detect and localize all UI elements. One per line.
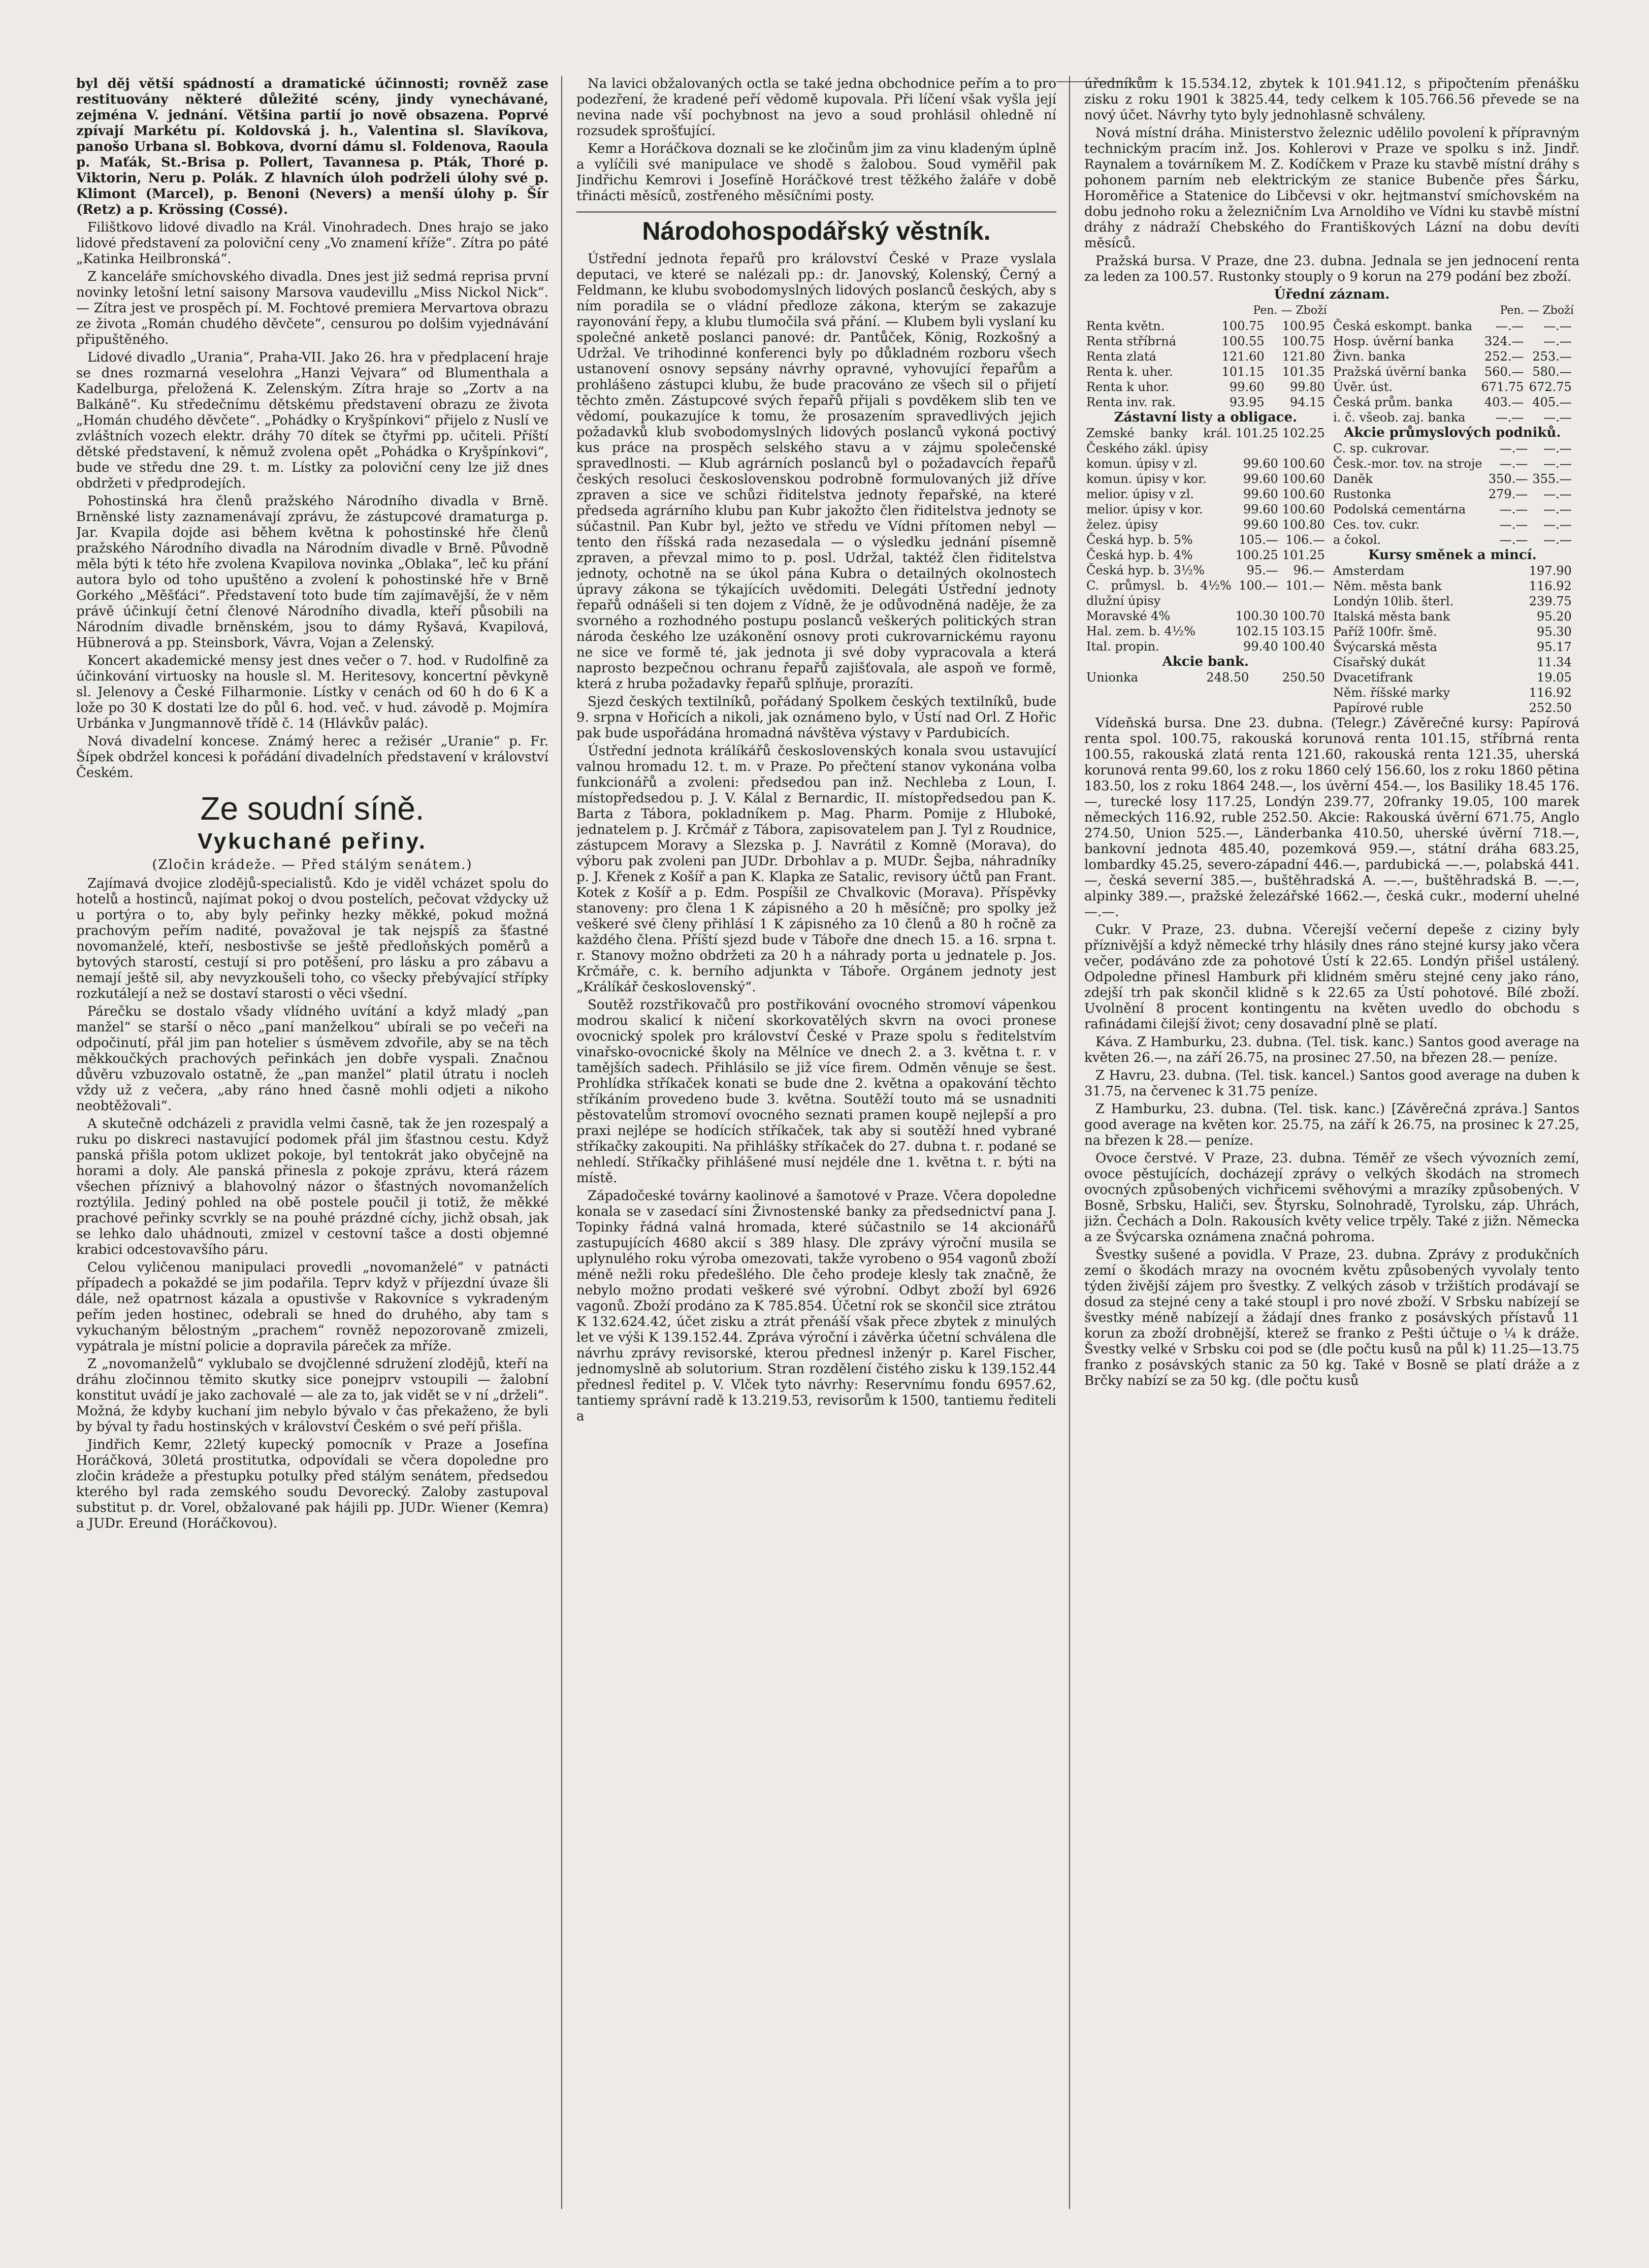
cell-value: 350.—: [1488, 472, 1528, 486]
column-middle: [576, 76, 1056, 2209]
cell-value: 100.60: [1282, 457, 1325, 471]
cell-value: 100.60: [1282, 502, 1325, 516]
table-row: [1331, 456, 1574, 471]
cell-label: Pražská úvěrní banka: [1333, 365, 1467, 379]
newspaper-page: [76, 76, 1579, 2209]
cell-value: 580.—: [1532, 365, 1572, 379]
concession-notice: Nová divadelní koncese. Známý herec a režisér „Uranie“ p. Fr. Šípek obdržel koncesi k pořádání divadelních představení v království Českém.: [76, 734, 548, 781]
cell-value: 103.15: [1282, 624, 1325, 638]
cell-label: Daněk: [1333, 472, 1373, 486]
cell-value: 11.34: [1537, 655, 1572, 669]
economy-item-strikacky: Soutěž rozstřikovačů pro postřikování ovocného stromoví vápenkou modrou skalicí k ničení skorkovatělých skvrn na ovoci pronese ovocnický spolek pro království České v Praze spolu s ředitelstvím vinařsko-ovocnické školy na Mělníce ve dnech 2. a 3. května t. r. v tamějších sadech. Přihlásilo se již více firem. Odměn věnuje se šest. Prohlídka stříkaček konati se bude dne 2. května a opakování těchto stříkáním provedeno bude 3. května. Soutěží touto má se usnadniti pěstovatelům stromoví ovocného seznati pramen koupě nejlepší a pro praxi nejlépe se hodících stříkaček, tak aby si soutěží hned vybrané stříkačky zakoupiti. Na přihlášky stříkaček do 27. dubna t. r. podané se nehledí. Stříkačky přihlášené musí nejdéle dne 1. května t. r. býti na místě.: [576, 997, 1056, 1186]
cell-value: 96.—: [1293, 563, 1325, 577]
cell-value: —.—: [1495, 319, 1524, 333]
cell-value: 99.60: [1243, 502, 1278, 516]
cell-value: 100.60: [1282, 472, 1325, 486]
cell-value: 100.25: [1235, 548, 1278, 562]
cell-value: —.—: [1543, 487, 1572, 501]
cell-value: 101.15: [1221, 365, 1265, 379]
cell-label: Podolská cementárna: [1333, 502, 1466, 516]
cell-value: —.—: [1543, 410, 1572, 425]
cell-value: —.—: [1543, 457, 1572, 471]
article-title: Vykuchané peřiny.: [198, 829, 427, 854]
table-row: [1084, 563, 1327, 578]
cell-value: 100.95: [1282, 319, 1325, 333]
economy-item-textil: Sjezd českých textilníků, pořádaný Spolkem českých textilníků, bude 9. srpna v Hořicích a nikoli, jak oznámeno bylo, v Ústí nad Orl. Z Hořic pak bude uspořádána hromadná návštěva výstavy v Pardubicích.: [576, 694, 1056, 741]
cell-value: 100.30: [1235, 609, 1278, 623]
cell-value: 250.50: [1282, 670, 1325, 685]
table-row: [1084, 624, 1327, 639]
cell-value: —.—: [1543, 319, 1572, 333]
cell-value: 106.—: [1285, 533, 1325, 547]
economy-item-repari: Ústřední jednota řepařů pro království České v Praze vyslala deputaci, ve které se nalézali pp.: dr. Janovský, Kolenský, Černý a Feldmann, ke klubu svobodomyslných lidových poslanců českých, aby s ním poradila se o vládní předloze zákona, kterým se zakazuje rayonování řepy, a klubu tlumočila svá přání. — Klubem byli vyslaní ku společné anketě poslanci panové: dr. Pantůček, König, Rozkošný a Udržal. Ve trihodinné konferenci byly po důkladném rozboru všech ustanovení osnovy sepsány návrhy opravné, vyhovující řepařům a prohlášeno zástupci klubu, že bude pracováno ze všech sil o přijetí těchto změn. Zástupcové svých řepařů přijali s povděkem slib ten ve vědomí, poukazujíce k tomu, že prosazením spravedlivých jejich požadavků klub svobodomyslných lidových poslanců vykoná poctivý kus práce na prospěch selského stavu a v zájmu společenské spravedlnosti. — Klub agrárních poslanců byl o požadavcích řepařů českých resoluci československou podrobně formulovaných již dříve zpraven a sice ve schůzi řiditelstva jednoty řepařské, na které předseda agrárního klubu pan Kubr jakožto člen řiditelstva jednoty se súčastnil. Pan Kubr byl, ježto ve středu ve Vídni přítomen nebyl — tento den říšská rada nezasedala — o výsledku jednání písemně zpraven, a převzal mimo to p. posl. Udržal, taktéž člen řiditelstva jednoty, ochotně na se úkol pána Kubra o detailných okolnostech úpravy zákona se týkajících uvědomiti. Delegáti Ústřední jednoty řepařů odnášeli si ten dojem z Vídně, že je odůvodněná naděje, že za svorného a rozhodného postupu poslanců veškerých politických stran národa českého lze uzákonění osnovy proti cukrovarnickému rayonu ne sice ve formě té, jak jednota ji své doby vypracovala a která naprosto bezpečnou ochranu řepařů zajišťovala, ale aspoň ve formě, která z hruba požadavky řepařů splňuje, prorazíti.: [576, 251, 1056, 692]
cell-value: 99.60: [1243, 457, 1278, 471]
table-header: Pen. — Zboží: [1253, 304, 1327, 317]
cell-value: 239.75: [1529, 594, 1572, 608]
table-title: Zástavní listy a obligace.: [1114, 410, 1298, 425]
table-row: [1331, 410, 1574, 425]
table-row: [1331, 349, 1574, 364]
cell-label: Rustonka: [1333, 487, 1392, 501]
table-row: [1331, 670, 1574, 685]
table-row: [1331, 334, 1574, 349]
cell-value: —.—: [1543, 517, 1572, 532]
table-row: [1331, 318, 1574, 334]
table-row: [1084, 471, 1327, 487]
cell-value: —.—: [1499, 502, 1528, 516]
cell-label: Něm. města bank: [1333, 579, 1442, 593]
cell-label: i. č. všeob. zaj. banka: [1333, 410, 1466, 425]
cell-value: 100.80: [1282, 517, 1325, 532]
cell-label: Švýcarská města: [1333, 640, 1437, 654]
economy-item-kralikari: Ústřední jednota králíkářů československých konala svou ustavující valnou hromadu 12. t. m. v Praze. Po přečtení stanov vykonána volba funkcionářů a zvoleni: předsedou pan inž. Nechleba z Loun, I. místopředsedou p. J. V. Kálal z Bernardic, II. místopředsedou pan K. Barta z Tábora, pokladníkem p. Mag. Pharm. Pomije z Hluboké, jednatelem p. J. Krčmář z Tábora, zapisovatelem pan J. Tyl z Roudnice, zástupcem Moravy a Slezska p. J. Navrátil z Komně (Morava), do výboru pak zvoleni pan JUDr. Drbohlav a p. MUDr. Šejba, náhradníky p. J. Křenek z Košíř a pan K. Klapka ze Satalic, revisory účtů pan Frant. Kotek z Košíř a p. Edm. Pospíšil ze Chvalkovic (Morava). Příspěvky stanoveny: pro člena 1 K zápisného a 20 h měsíčně; pro spolky jež veškeré své členy přihlásí 1 K zápisného za 10 členů a 80 h ročně za každého člena. Příští sjezd bude v Táboře dne dnech 15. a 16. srpna t. r. Stanovy možno obdržeti za 20 h a náhrady porta u jednatele p. Jos. Krčmáře, c. k. berního adjunkta v Táboře. Orgánem jednoty jest „Králíkář československý“.: [576, 743, 1056, 995]
cell-label: Česká eskompt. banka: [1333, 319, 1472, 333]
column-rule: [561, 76, 562, 2209]
cell-value: 252.50: [1529, 701, 1572, 715]
article-paragraph: Z „novomanželů“ vyklubalo se dvojčlenné sdružení zlodějů, kteří na dráhu zločinnou těmito skutky sice ponejprv vstoupili — žalobní konstitut uvádí je jako zachovalé — ale za to, jak vidět se v ní „drželi“. Možná, že kdyby kuchaní jim nebylo bývalo v čas překaženo, že byli by býval ty řadu hostinských v království Českém o své peří přišla.: [76, 1356, 548, 1435]
table-row: [1084, 670, 1327, 685]
cell-value: —.—: [1499, 517, 1528, 532]
table-row: [1084, 395, 1327, 410]
cell-value: —.—: [1495, 410, 1524, 425]
table-row: [1331, 639, 1574, 655]
table-header: Pen. — Zboží: [1500, 304, 1574, 317]
cell-value: 94.15: [1290, 395, 1325, 409]
cell-label: Ces. tov. cukr.: [1333, 517, 1420, 532]
market-coffee-havre: Z Havru, 23. dubna. (Tel. tisk. kancel.) Santos good average na duben k 31.75, na červenec k 31.75 peníze.: [1084, 1068, 1579, 1099]
table-row: [1331, 517, 1574, 532]
table-row: [1331, 578, 1574, 594]
table-row: [1084, 364, 1327, 379]
cell-value: 560.—: [1484, 365, 1524, 379]
cell-value: 93.95: [1229, 395, 1265, 409]
table-row: [1331, 700, 1574, 716]
table-row: [1084, 502, 1327, 517]
cell-label: Česká prům. banka: [1333, 395, 1453, 409]
cell-label: Česk.-mor. tov. na stroje: [1333, 457, 1482, 471]
market-fruit: Ovoce čerstvé. V Praze, 23. dubna. Téměř ze všech vývozních zemí, ovoce pěstujících, docházejí zprávy o velkých škodách na stromech ovocných způsobených vichřicemi svěhovými a mrazíky způsobených. V Bosně, Srbsku, Haliči, sev. Štyrsku, Solnohradě, Tyrolsku, záp. Uhrách, jižn. Čechách a Doln. Rakousích květy velice trpěly. Také z jižn. Německa a ze Švýcarska oznámena značná pohroma.: [1084, 1151, 1579, 1245]
table-row: [1331, 487, 1574, 502]
table-row: [1084, 379, 1327, 395]
cell-label: Dvacetifrank: [1333, 670, 1413, 685]
cell-label: Renta k uhor.: [1086, 380, 1170, 394]
table-title: Úřední záznam.: [1274, 287, 1390, 302]
section-title-economy: Národohospodářský věstník.: [576, 211, 1056, 246]
cell-value: 99.60: [1243, 472, 1278, 486]
article-paragraph: Na lavici obžalovaných octla se také jedna obchodnice peřím a to pro podezření, že kradené peří vědomě kupovala. Při líčení však vyšla její nevina nade vší pochybnost na jevo a soud prohlásil ohledně ní rozsudek sprošťující.: [576, 76, 1056, 139]
economy-item-kaolin: Západočeské továrny kaolinové a šamotové v Praze. Včera dopoledne konala se v zasedací síni Živnostenské banky za předsednictví pana J. Topinky řádná valná hromada, které súčastnilo se 14 akcionářů zastupujících 4680 akcií s 389 hlasy. Dle zprávy výroční musila se uplynulého roku výroba omezovati, takže vyrobeno o 954 vagonů zboží méně nežli roku předešlého. Dle čeho prodeje klesly tak značně, že nebylo možno prodati veškeré své výrobní. Odbyt zboží byl 6926 vagonů. Zboží prodáno za K 785.854. Účetní rok se skončil sice ztrátou K 132.624.42, účet zisku a ztrát přenáší však přece zbytek z minulých let ve výši K 139.152.44. Zpráva výroční i závěrka účetní schválena dle návrhu zprávy revisorské, kterou přednesl inženýr p. Karel Fischer, jednomyslně ab solutorium. Stran rozdělení čistého zisku k 139.152.44 přednesl ředitel p. V. Vlček tyto návrhy: Reservnímu fondu 6957.62, tantiemy správní radě k 13.219.53, revisorům k 1500, tantiemu řediteli a: [576, 1188, 1056, 1424]
cell-value: 95.—: [1246, 563, 1278, 577]
cell-value: —.—: [1499, 457, 1528, 471]
cell-label: Londýn 10lib. šterl.: [1333, 594, 1454, 608]
section-title-court: Ze soudní síně.: [200, 790, 425, 827]
cell-value: 100.75: [1221, 319, 1265, 333]
cell-value: 121.60: [1221, 349, 1265, 364]
table-row: [1331, 655, 1574, 670]
bourse-prague: Pražská bursa. V Praze, dne 23. dubna. Jednala se jen jednocení renta za leden za 100.57. Rustonky stouply o 9 korun na 279 podání bez zboží.: [1084, 253, 1579, 284]
table-row: [1331, 594, 1574, 609]
cell-value: 100.75: [1282, 334, 1325, 348]
quote-table-right: [1331, 303, 1574, 716]
cell-value: 101.—: [1285, 578, 1325, 593]
market-plums: Švestky sušené a povidla. V Praze, 23. dubna. Zprávy z produkčních zemí o škodách mrazy na ovocném květu způsobených vyvolaly tento týden živější zájem pro švestky. Z velkých zásob v tržištích prodávají se dosud za stejné ceny a také stoupl i pro nové zboží. V Srbsku nabízejí se švestky méně nabízejí a žádají dnes franko z posávských přístavů 11 korun za zboží drobnější, kterež se franko z Pešti účtuje o ¼ k dráže. Švestky velké v Srbsku coi pod se (dle počtu kusů na půl k) 11.25—13.75 franko z posávských stanic za 50 kg. Také v Bosně se platí dráže a z Brčky nabízí se za 50 kg. (dle počtu kusů: [1084, 1247, 1579, 1388]
cell-value: 105.—: [1239, 533, 1278, 547]
cell-value: 100.40: [1282, 639, 1325, 654]
cell-value: 252.—: [1484, 349, 1524, 364]
cell-value: 99.40: [1243, 639, 1278, 654]
cell-value: 197.90: [1529, 564, 1572, 578]
table-row: [1084, 639, 1327, 654]
table-row: [1331, 471, 1574, 487]
cell-label: Česká hyp. b. 5%: [1086, 533, 1193, 547]
cell-value: 100.60: [1282, 487, 1325, 501]
cell-label: Něm. říšské marky: [1333, 686, 1450, 700]
table-row: [1084, 487, 1327, 502]
cell-value: —.—: [1543, 502, 1572, 516]
cell-label: Renta květn.: [1086, 319, 1165, 333]
cell-value: 324.—: [1484, 334, 1524, 348]
bourse-vienna: Vídeňská bursa. Dne 23. dubna. (Telegr.) Závěrečné kursy: Papírová renta spol. 100.75, rakouská korunová renta 101.15, stříbrná renta 100.55, rakouská zlatá renta 121.60, rakouská renta 121.35, uherská korunová renta 99.60, los z roku 1860 celý 156.60, los z roku 1860 pětina 183.50, los z roku 1864 248.—, los úvěrní 454.—, los Basiliky 18.45 176.—, turecké losy 117.25, Londýn 239.77, 20franky 19.05, 100 marek německých 116.92, ruble 252.50. Akcie: Rakouská úvěrní 671.75, Anglo 274.50, Union 525.—, Länderbanka 410.50, uherské úvěrní 718.—, bankovní jednota 485.40, pozemková 959.—, státní dráha 683.25, lombardky 45.25, severo-západní 446.—, pardubická —.—, polabská 441.—, česká severní 385.—, buštěhradská A. —.—, buštěhradská B. —.—, alpinky 389.—, pražské železářské 1662.—, česká cukr., moderní uhelné —.—.: [1084, 716, 1579, 920]
cell-label: Paříž 100fr. šmě.: [1333, 625, 1437, 639]
cell-value: 99.60: [1243, 517, 1278, 532]
table-title: Akcie bank.: [1162, 654, 1249, 669]
bank-shares-table: [1084, 670, 1327, 685]
cell-value: 101.25: [1282, 548, 1325, 562]
cell-label: Hal. zem. b. 4½%: [1086, 624, 1195, 638]
cell-value: 405.—: [1532, 395, 1572, 409]
column-right: [1084, 76, 1579, 2209]
table-row: [1084, 578, 1327, 608]
table-row: [1331, 364, 1574, 379]
quote-table-left: [1084, 303, 1327, 685]
article-paragraph: Kemr a Horáčkova doznali se ke zločinům jim za vinu kladeným úplně a vylíčili své manipulace ve shodě s žalobou. Soud vyměřil pak Jindřichu Kemrovi i Josefíně Horáčkové trest těžkého žaláře v době třinácti měsíců, zostřeného měsíčními posty.: [576, 141, 1056, 204]
cell-label: Česká hyp. b. 4%: [1086, 548, 1193, 562]
article-paragraph: Párečku se dostalo všady vlídného uvítání a když mladý „pan manžel“ se starší o něco „paní manželkou“ ubírali se po večeři na odpočinutí, přál jim pan hotelier s úsměvem zdvořile, aby se na těch měkkoučkých prachových peřinkách jen dobře vyspali. Značnou důvěru vzbuzovalo ostatně, že „pan manžel“ platil útratu i nocleh vždy už z večera, „aby ráno hned časně mohli odjeti a nikoho neobtěžovali“.: [76, 1004, 548, 1114]
cell-label: melior. úpisy v kor.: [1086, 502, 1203, 516]
cell-label: Hosp. úvěrní banka: [1333, 334, 1454, 348]
column-rule: [1069, 76, 1070, 2209]
cell-value: 19.05: [1537, 670, 1572, 685]
table-title: Akcie průmyslových podniků.: [1344, 425, 1561, 440]
cell-label: Papírové ruble: [1333, 701, 1424, 715]
theatre-notice-vinohrady: Filištkovo lidové divadlo na Král. Vinohradech. Dnes hrajo se jako lidové představení za poloviční ceny „Vo znamení kříže“. Zítra po páté „Katinka Heilbronská“.: [76, 220, 548, 267]
table-title: Kursy směnek a mincí.: [1368, 547, 1537, 563]
exchange-rates-table: [1331, 563, 1574, 716]
rent-table: [1084, 318, 1327, 410]
table-row: [1084, 456, 1327, 471]
cell-value: —.—: [1543, 334, 1572, 348]
cell-value: 99.80: [1290, 380, 1325, 394]
cell-label: Italská města bank: [1333, 609, 1450, 624]
cell-label: Renta inv. rak.: [1086, 395, 1176, 409]
table-row: [1084, 349, 1327, 364]
cell-label: Ital. propin.: [1086, 639, 1159, 654]
economy-item-draha: Nová místní dráha. Ministerstvo železnic udělilo povolení k přípravným technickým pracím inž. Jos. Kohlerovi v Praze ve spolku s inž. Jindř. Raynalem a továrníkem M. Z. Kodíčkem v Praze ku stavbě místní dráhy s pohonem parním neb elektrickým ze stanice Bubenče přes Šárku, Horoměřice a Statenice do Libčevsi v okr. hejtmanství smíchovském na dobu jednoho roku a železničním Lva Arnoldiho ve Vídni ku stavbě místní dráhy z nádraží Chebského do Františkových Lázní na dobu devíti měsíců.: [1084, 125, 1579, 251]
table-row: [1084, 532, 1327, 547]
cell-value: —.—: [1499, 533, 1528, 547]
cell-value: —.—: [1543, 533, 1572, 547]
article-paragraph: úředníkům k 15.534.12, zbytek k 101.941.12, s připočtením přenášku zisku z roku 1901 k 3825.44, tedy celkem k 105.766.56 převede se na nový účet. Návrhy tyto byly jednohlasně schváleny.: [1084, 76, 1579, 123]
table-row: [1331, 502, 1574, 517]
cell-value: 95.20: [1537, 609, 1572, 624]
article-text: byl děj větší spádností a dramatické účinnosti; rovněž zase restituovány některé důležité scény, jindy vynechávané, zejména V. jednání. Většina partií jo nově obsazena. Poprvé zpívají Markétu pí. Koldovská j. h., Valentina sl. Slavíkova, panošo Urbana sl. Bobkova, dvorní dámu sl. Foldenova, Raoula p. Maťák, St.-Brisa p. Pollert, Tavannesa p. Pták, Thoré p. Viktorin, Neru p. Polák. Z hlavních úloh podrželi úlohy své p. Klimont (Marcel), p. Benoni (Nevers) a menší úlohy p. Šír (Retz) a p. Krössing (Cossé).: [76, 76, 548, 217]
cell-label: C. sp. cukrovar.: [1333, 441, 1430, 456]
theatre-notice-urania: Lidové divadlo „Urania“, Praha-VII. Jako 26. hra v předplacení hraje se dnes rozmarná veselohra „Hanzi Vejvara“ od Blumenthala a Kadelburga, přeložená K. Zelenským. Zítra hraje so „Zortv a na Balkáně“. Ku středečnímu dětskému představení obrazu ze života „Homán chudého děvčete“. „Pohádky o Kryšpínkovi“ přijelo z Nuslí ve zvláštních vozech elektr. dráhy 70 dítek se čtyřmi pp. učiteli. Příští dětské představení, k němuž zvolena opět „Pohádka o Kryšpínkovi“, bude ve středu dne 29. t. m. Lístky za poloviční ceny lze již dnes obdržeti v předprodejích.: [76, 350, 548, 491]
cell-value: 248.50: [1206, 670, 1249, 685]
article-paragraph: A skutečně odcházeli z pravidla velmi časně, tak že jen rozespalý a ruku po diskreci nastavující podomek přál jim šťastnou cestu. Když panská přišla potom uklizet pokoje, byl tentokrát jako obyčejně na horami a doly. Ale panská přinesla z pokoje zprávu, která rázem všechen příznivý a blahovolný názor o šťastných novomanželích roztýlila. Jediný pohled na obě postele poučil ji totiž, že měkké prachové peřinky scvrkly se na pouhé prázdné cíchy, jichž obsah, jak se lehko dalo uhádnouti, zmizel v cestovní tašce a dosti objemné krabici odcestovavšího páru.: [76, 1116, 548, 1257]
cell-value: 100.70: [1282, 609, 1325, 623]
table-row: [1331, 685, 1574, 700]
cell-label: komun. úpisy v kor.: [1086, 472, 1207, 486]
table-row: [1331, 532, 1574, 547]
cell-value: 102.15: [1235, 624, 1278, 638]
market-coffee: Káva. Z Hamburku, 23. dubna. (Tel. tisk. kanc.) Santos good average na květen 26.—, na září 26.75, na prosinec 27.50, na březen 28.— peníze.: [1084, 1034, 1579, 1065]
cell-value: 101.25: [1235, 426, 1278, 440]
cell-label: C. průmysl. b. 4½% dlužní úpisy: [1086, 578, 1232, 608]
column-left: [76, 76, 548, 2209]
cell-value: 99.60: [1243, 487, 1278, 501]
industry-shares-table: [1331, 441, 1574, 547]
cell-value: 253.—: [1532, 349, 1572, 364]
market-coffee-hamburg: Z Hamburku, 23. dubna. (Tel. tisk. kanc.) [Závěrečná zpráva.] Santos good average na květen kor. 25.75, na září k 26.75, na prosinec k 27.25, na březen k 28.— peníze.: [1084, 1101, 1579, 1148]
article-paragraph: Jindřich Kemr, 22letý kupecký pomocník v Praze a Josefína Horáčková, 30letá prostitutka, odpovídali se včera dopoledne pro zločin krádeže a přestupku potulky před stálým senátem, předsedou kterého byl rada zemského soudu Devorecký. Zaloby zastupoval substitut p. dr. Vorel, obžalované pak hájili pp. JUDr. Wiener (Kemra) a JUDr. Ereund (Horáčkovou).: [76, 1437, 548, 1531]
cell-label: Živn. banka: [1333, 349, 1406, 364]
cell-value: —.—: [1543, 441, 1572, 456]
cell-label: Zemské banky král. Českého zákl. úpisy: [1086, 426, 1232, 456]
cell-value: 116.92: [1529, 579, 1572, 593]
cell-label: želez. úpisy: [1086, 517, 1158, 532]
table-row: [1084, 547, 1327, 563]
cell-value: 99.60: [1229, 380, 1265, 394]
table-row: [1331, 624, 1574, 639]
table-row: [1331, 563, 1574, 578]
table-row: [1084, 318, 1327, 334]
cell-label: melior. úpisy v zl.: [1086, 487, 1194, 501]
cell-value: 279.—: [1488, 487, 1528, 501]
table-row: [1084, 334, 1327, 349]
table-row: [1331, 379, 1574, 395]
cell-value: 102.25: [1282, 426, 1325, 440]
market-sugar: Cukr. V Praze, 23. dubna. Včerejší večerní depeše z ciziny byly příznivější a když německé trhy hlásily dnes ráno stejné kursy jako včera večer, podáváno zde za pohotové Ústí k 22.65. Londýn přišel ustálený. Odpoledne přinesl Hamburk při klidném směru stejné ceny jako ráno, zdejší trh pak skončil klidně s k 22.65 za Ústí pohotové. Bílé zboží. Uvolnění 8 procent kontingentu na květen uvedlo do obchodu s rafinádami čilejší život; ceny dosavadní plně se platí.: [1084, 922, 1579, 1032]
cell-value: 121.80: [1282, 349, 1325, 364]
cell-value: 355.—: [1532, 472, 1572, 486]
cell-label: a čokol.: [1333, 533, 1381, 547]
cell-label: Moravské 4%: [1086, 609, 1171, 623]
article-kicker: (Zločin krádeže. — Před stálým senátem.): [152, 857, 473, 872]
cell-label: Renta k. uher.: [1086, 365, 1173, 379]
table-row: [1084, 608, 1327, 624]
cell-label: Renta zlatá: [1086, 349, 1156, 364]
table-row: [1331, 609, 1574, 624]
cell-label: Amsterdam: [1333, 564, 1405, 578]
cell-label: Císařský dukát: [1333, 655, 1426, 669]
cell-label: Unionka: [1086, 670, 1139, 685]
table-row: [1331, 441, 1574, 456]
theatre-notice-brno: Pohostinská hra členů pražského Národního divadla v Brně. Brněnské listy zaznamenávají zprávu, že zástupcové dramaturga p. Jar. Kvapila dojde asi během května k pohostinské hře členů pražského Národního divadla na Národním divadle v Brně. Původně měla býti k této hře zvolena Kvapilova novinka „Oblaka“, leč ku přání autora bylo od toho upuštěno a zvolení k pohostinské hře v Brně Gorkého „Měšťáci“. Představení toto bude tím zajímavější, že v něm právě účinkují četní členové Národního divadla, kteří působili na Národním divadle brněnském, jsou to dámy Ryšavá, Kvapilová, Hübnerová a pp. Steinsbork, Vávra, Vojan a Zelenský.: [76, 494, 548, 651]
article-paragraph: Celou vyličenou manipulaci provedli „novomanželé“ v patnácti případech a pokaždé se jim podařila. Teprv když v příjezdní úvaze šli dále, než opatrnost kázala a opustivše v Rakovníce s vykradeným peřím jeden hostinec, odebrali se hned do druhého, aby tam s vykuchaným bělostným „prachem“ rovněž nepozorovaně zmizeli, vypátrala je místní policie a dopravila páreček za mříže.: [76, 1260, 548, 1354]
cell-value: 101.35: [1282, 365, 1325, 379]
cell-label: Renta stříbrná: [1086, 334, 1177, 348]
cell-value: 403.—: [1484, 395, 1524, 409]
table-row: [1084, 517, 1327, 532]
table-row: [1084, 426, 1327, 456]
table-row: [1331, 395, 1574, 410]
cell-label: Česká hyp. b. 3½%: [1086, 563, 1205, 577]
cell-value: 116.92: [1529, 686, 1572, 700]
theatre-notice-smichov: Z kanceláře smíchovského divadla. Dnes jest již sedmá reprisa první novinky letošní letní saisony Marsova vaudevillu „Miss Nickol Nick“. — Zítra jest ve prospěch pí. M. Fochtové premiera Mervartova obrazu ze života „Román chudého děvčete“, censurou po dolšim vyjednávání připuštěného.: [76, 269, 548, 347]
bank-table: [1331, 318, 1574, 425]
cell-value: —.—: [1499, 441, 1528, 456]
cell-value: 95.30: [1537, 625, 1572, 639]
cell-value: 672.75: [1529, 380, 1572, 394]
cell-label: komun. úpisy v zl.: [1086, 457, 1198, 471]
cell-value: 671.75: [1481, 380, 1524, 394]
concert-notice: Koncert akademické mensy jest dnes večer o 7. hod. v Rudolfině za účinkování virtuosky na housle sl. M. Heritesovy, koncertní pěvkyně sl. Jelenovy a České Filharmonie. Lístky v cenách od 60 h do 6 K a lože po 30 K dostati lze do půl 6. hod. več. v hud. závodě p. Mojmíra Urbánka v Jungmannově třídě č. 14 (Hlávkův palác).: [76, 653, 548, 731]
article-paragraph: Zajímavá dvojice zlodějů-specialistů. Kdo je viděl vcházet spolu do hotelů a hostinců, najímat pokoj o dvou postelích, pečovat vždycky už u portýra o to, aby byly peřinky hezky měkké, pokud možná prachovým peřím nadité, považoval je tak nejspíš za šťastné novomanželé, kteří, nesbostivše se ještě předloňských poměrů a bytových starostí, cestují si pro potěšení, pro lásku a pro zábavu a nemají ještě sil, aby nevyzkoušeli toho, co všecky přebývající střípky rozkutálejí a než se dostaví starosti o věci všední.: [76, 876, 548, 1001]
bond-table: [1084, 426, 1327, 654]
cell-value: 100.—: [1239, 578, 1278, 593]
cell-value: 95.17: [1537, 640, 1572, 654]
cell-value: 100.55: [1221, 334, 1265, 348]
cell-label: Úvěr. úst.: [1333, 380, 1393, 394]
